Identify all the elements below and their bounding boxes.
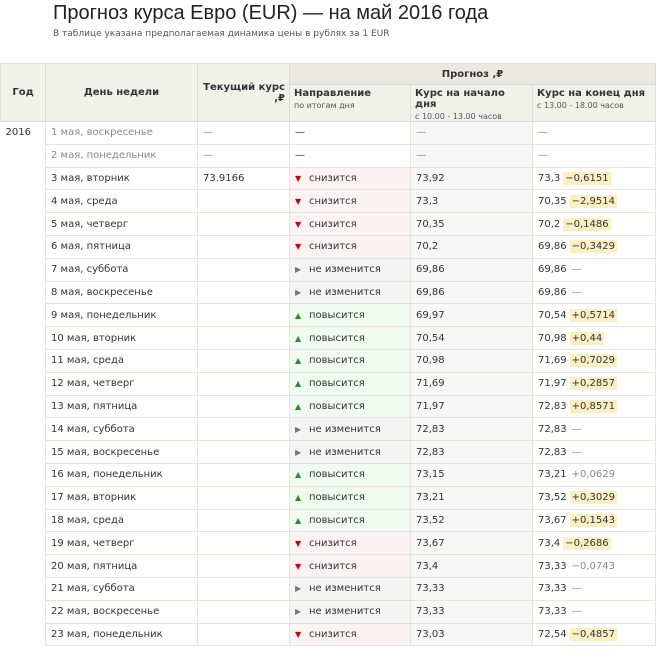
table-row [1, 281, 656, 304]
weekday-cell: 6 мая, пятница [46, 235, 198, 258]
direction-label: снизится [309, 628, 357, 640]
open-rate-cell: 70,2 [411, 235, 533, 258]
direction-label: не изменится [309, 606, 381, 618]
close-rate-cell [533, 235, 656, 258]
direction-cell [290, 509, 411, 532]
current-rate-cell [198, 190, 290, 213]
direction-cell [290, 486, 411, 509]
open-rate-cell: — [411, 122, 533, 145]
direction-cell [290, 441, 411, 464]
close-rate-value: 70,98 [538, 332, 567, 344]
weekday-cell: 12 мая, четверг [46, 372, 198, 395]
direction-cell [290, 463, 411, 486]
close-rate-cell [533, 441, 656, 464]
weekday-cell: 2 мая, понедельник [46, 144, 198, 167]
year-cell: 2016 [1, 122, 46, 646]
open-rate-cell: 73,4 [411, 555, 533, 578]
open-rate-cell: 73,67 [411, 532, 533, 555]
header-open-rate [411, 85, 533, 122]
header-direction-note: по итогам дня [294, 101, 355, 110]
rate-change-value: −0,6151 [565, 172, 609, 184]
weekday-cell: 20 мая, пятница [46, 555, 198, 578]
open-rate-cell: 70,54 [411, 327, 533, 350]
open-rate-cell: 71,69 [411, 372, 533, 395]
triangle-up-icon: ▲ [295, 515, 302, 525]
direction-label: снизится [309, 172, 357, 184]
weekday-cell: 4 мая, среда [46, 190, 198, 213]
weekday-cell: 14 мая, суббота [46, 418, 198, 441]
triangle-up-icon: ▲ [295, 493, 302, 503]
open-rate-cell: 73,3 [411, 190, 533, 213]
close-rate-value: 73,33 [538, 583, 567, 595]
close-rate-value: — [538, 127, 548, 139]
close-rate-value: 72,83 [538, 446, 567, 458]
triangle-right-icon: ▶ [295, 287, 302, 297]
close-rate-value: 72,54 [538, 628, 567, 640]
open-rate-cell: 69,97 [411, 304, 533, 327]
direction-cell [290, 577, 411, 600]
triangle-down-icon: ▼ [295, 242, 302, 252]
table-row [1, 532, 656, 555]
close-rate-cell [533, 213, 656, 236]
table-row [1, 349, 656, 372]
table-row [1, 600, 656, 623]
direction-label: повысится [309, 355, 365, 367]
close-rate-value: 73,33 [538, 560, 567, 572]
current-rate-cell: — [198, 122, 290, 145]
weekday-cell: 16 мая, понедельник [46, 463, 198, 486]
close-rate-cell [533, 555, 656, 578]
close-rate-value: 73,3 [538, 172, 561, 184]
rate-change-value: −2,9514 [571, 195, 616, 207]
direction-label: не изменится [309, 423, 381, 435]
current-rate-cell [198, 509, 290, 532]
close-rate-value: 73,33 [538, 606, 567, 618]
direction-label: — [295, 127, 305, 139]
current-rate-cell [198, 349, 290, 372]
triangle-down-icon: ▼ [295, 196, 302, 206]
rate-change-value: +0,2857 [571, 378, 616, 390]
rate-change-value: +0,7029 [571, 355, 616, 367]
weekday-cell: 23 мая, понедельник [46, 623, 198, 646]
current-rate-cell [198, 463, 290, 486]
close-rate-cell [533, 532, 656, 555]
close-rate-cell [533, 258, 656, 281]
direction-cell [290, 327, 411, 350]
open-rate-cell: 70,98 [411, 349, 533, 372]
triangle-down-icon: ▼ [295, 219, 302, 229]
table-row [1, 372, 656, 395]
weekday-cell: 18 мая, среда [46, 509, 198, 532]
header-close-label: Курс на конец дня [537, 88, 646, 99]
weekday-cell: 9 мая, понедельник [46, 304, 198, 327]
direction-label: повысится [309, 400, 365, 412]
rate-change-value: — [571, 286, 582, 298]
current-rate-cell [198, 281, 290, 304]
close-rate-cell [533, 463, 656, 486]
table-row [1, 122, 656, 145]
weekday-cell: 13 мая, пятница [46, 395, 198, 418]
table-row [1, 190, 656, 213]
current-rate-cell: 73.9166 [198, 167, 290, 190]
direction-cell [290, 555, 411, 578]
rate-change-value: −0,1486 [565, 218, 609, 230]
direction-label: повысится [309, 492, 365, 504]
direction-label: не изменится [309, 286, 381, 298]
direction-label: повысится [309, 332, 365, 344]
header-current-rate: Текущий курс ,₽ [198, 64, 290, 122]
table-row [1, 258, 656, 281]
page-subtitle: В таблице указана предполагаемая динамика цены в рублях за 1 EUR [53, 29, 390, 39]
weekday-cell: 11 мая, среда [46, 349, 198, 372]
direction-cell [290, 623, 411, 646]
direction-label: не изменится [309, 446, 381, 458]
open-rate-cell: 73,33 [411, 600, 533, 623]
open-rate-cell: 72,83 [411, 418, 533, 441]
close-rate-cell [533, 372, 656, 395]
current-rate-cell [198, 441, 290, 464]
direction-cell [290, 213, 411, 236]
triangle-down-icon: ▼ [295, 173, 302, 183]
table-row [1, 441, 656, 464]
close-rate-cell [533, 623, 656, 646]
current-rate-cell [198, 327, 290, 350]
header-forecast: Прогноз ,₽ [290, 64, 656, 85]
header-close-note: с 13.00 - 18.00 часов [537, 101, 624, 110]
table-body [1, 122, 656, 646]
open-rate-cell: 71,97 [411, 395, 533, 418]
close-rate-cell [533, 122, 656, 145]
open-rate-cell: 73,15 [411, 463, 533, 486]
close-rate-value: 73,67 [538, 514, 567, 526]
triangle-up-icon: ▲ [295, 379, 302, 389]
direction-cell [290, 395, 411, 418]
weekday-cell: 7 мая, суббота [46, 258, 198, 281]
header-open-label: Курс на начало дня [415, 88, 505, 110]
current-rate-cell [198, 418, 290, 441]
direction-label: — [295, 150, 305, 162]
weekday-cell: 22 мая, воскресенье [46, 600, 198, 623]
rate-change-value: −0,0743 [571, 560, 616, 572]
forecast-table [0, 63, 656, 646]
close-rate-cell [533, 486, 656, 509]
table-row [1, 395, 656, 418]
open-rate-cell: 73,52 [411, 509, 533, 532]
current-rate-cell [198, 577, 290, 600]
close-rate-value: 70,2 [538, 218, 561, 230]
triangle-up-icon: ▲ [295, 470, 302, 480]
weekday-cell: 21 мая, суббота [46, 577, 198, 600]
triangle-down-icon: ▼ [295, 561, 302, 571]
direction-label: повысится [309, 309, 365, 321]
direction-label: снизится [309, 218, 357, 230]
table-row [1, 167, 656, 190]
weekday-cell: 15 мая, воскресенье [46, 441, 198, 464]
direction-label: повысится [309, 514, 365, 526]
rate-change-value: −0,4857 [571, 628, 616, 640]
triangle-right-icon: ▶ [295, 584, 302, 594]
rate-change-value: +0,3029 [571, 492, 616, 504]
header-direction [290, 85, 411, 122]
close-rate-cell [533, 190, 656, 213]
direction-cell [290, 304, 411, 327]
table-row [1, 486, 656, 509]
close-rate-cell [533, 144, 656, 167]
triangle-down-icon: ▼ [295, 629, 302, 639]
weekday-cell: 10 мая, вторник [46, 327, 198, 350]
open-rate-cell: 73,33 [411, 577, 533, 600]
direction-cell [290, 372, 411, 395]
close-rate-value: 69,86 [538, 264, 567, 276]
table-row [1, 555, 656, 578]
table-row [1, 509, 656, 532]
direction-label: не изменится [309, 583, 381, 595]
close-rate-value: — [538, 150, 548, 162]
current-rate-cell [198, 372, 290, 395]
rate-change-value: — [571, 583, 582, 595]
triangle-right-icon: ▶ [295, 447, 302, 457]
direction-label: снизится [309, 560, 357, 572]
open-rate-cell: 69,86 [411, 281, 533, 304]
weekday-cell: 19 мая, четверг [46, 532, 198, 555]
weekday-cell: 8 мая, воскресенье [46, 281, 198, 304]
current-rate-cell [198, 213, 290, 236]
rate-change-value: +0,1543 [571, 514, 616, 526]
close-rate-value: 69,86 [538, 286, 567, 298]
close-rate-cell [533, 167, 656, 190]
rate-change-value: — [571, 423, 582, 435]
direction-cell [290, 122, 411, 145]
weekday-cell: 17 мая, вторник [46, 486, 198, 509]
current-rate-cell [198, 486, 290, 509]
triangle-up-icon: ▲ [295, 310, 302, 320]
triangle-right-icon: ▶ [295, 607, 302, 617]
triangle-down-icon: ▼ [295, 538, 302, 548]
current-rate-cell [198, 235, 290, 258]
close-rate-value: 71,69 [538, 355, 567, 367]
current-rate-cell [198, 555, 290, 578]
close-rate-cell [533, 509, 656, 532]
direction-cell [290, 600, 411, 623]
open-rate-cell: 73,21 [411, 486, 533, 509]
open-rate-cell: 73,03 [411, 623, 533, 646]
table-row [1, 213, 656, 236]
close-rate-value: 72,83 [538, 423, 567, 435]
triangle-up-icon: ▲ [295, 356, 302, 366]
close-rate-value: 69,86 [538, 241, 567, 253]
close-rate-cell [533, 600, 656, 623]
current-rate-cell [198, 395, 290, 418]
page-title: Прогноз курса Евро (EUR) — на май 2016 года [53, 2, 489, 24]
close-rate-cell [533, 349, 656, 372]
direction-label: повысится [309, 378, 365, 390]
table-row [1, 144, 656, 167]
open-rate-cell: 70,35 [411, 213, 533, 236]
current-rate-cell [198, 600, 290, 623]
open-rate-cell: 73,92 [411, 167, 533, 190]
table-row [1, 463, 656, 486]
close-rate-value: 73,21 [538, 469, 567, 481]
direction-label: снизится [309, 195, 357, 207]
open-rate-cell: — [411, 144, 533, 167]
header-close-rate [533, 85, 656, 122]
header-weekday: День недели [46, 64, 198, 122]
table-row [1, 623, 656, 646]
table-row [1, 577, 656, 600]
weekday-cell: 3 мая, вторник [46, 167, 198, 190]
triangle-right-icon: ▶ [295, 424, 302, 434]
close-rate-value: 70,54 [538, 309, 567, 321]
direction-cell [290, 167, 411, 190]
current-rate-cell: — [198, 144, 290, 167]
header-year: Год [1, 64, 46, 122]
open-rate-cell: 69,86 [411, 258, 533, 281]
direction-label: повысится [309, 469, 365, 481]
direction-cell [290, 281, 411, 304]
close-rate-cell [533, 577, 656, 600]
direction-cell [290, 349, 411, 372]
direction-cell [290, 532, 411, 555]
weekday-cell: 5 мая, четверг [46, 213, 198, 236]
close-rate-value: 73,4 [538, 537, 561, 549]
rate-change-value: +0,0629 [571, 469, 616, 481]
direction-cell [290, 190, 411, 213]
triangle-right-icon: ▶ [295, 265, 302, 275]
close-rate-value: 73,52 [538, 492, 567, 504]
close-rate-cell [533, 304, 656, 327]
direction-label: не изменится [309, 264, 381, 276]
direction-label: снизится [309, 537, 357, 549]
weekday-cell: 1 мая, воскресенье [46, 122, 198, 145]
direction-label: снизится [309, 241, 357, 253]
current-rate-cell [198, 532, 290, 555]
table-row [1, 418, 656, 441]
triangle-up-icon: ▲ [295, 401, 302, 411]
direction-cell [290, 235, 411, 258]
rate-change-value: −0,3429 [571, 241, 616, 253]
rate-change-value: — [571, 606, 582, 618]
close-rate-value: 71,97 [538, 378, 567, 390]
open-rate-cell: 72,83 [411, 441, 533, 464]
rate-change-value: — [571, 264, 582, 276]
current-rate-cell [198, 304, 290, 327]
direction-cell [290, 144, 411, 167]
close-rate-cell [533, 281, 656, 304]
rate-change-value: — [571, 446, 582, 458]
triangle-up-icon: ▲ [295, 333, 302, 343]
rate-change-value: +0,8571 [571, 400, 616, 412]
close-rate-cell [533, 327, 656, 350]
close-rate-cell [533, 395, 656, 418]
close-rate-value: 70,35 [538, 195, 567, 207]
table-row [1, 304, 656, 327]
rate-change-value: +0,44 [571, 332, 603, 344]
close-rate-cell [533, 418, 656, 441]
rate-change-value: −0,2686 [565, 537, 609, 549]
direction-cell [290, 258, 411, 281]
header-open-note: с 10.00 - 13.00 часов [415, 112, 502, 121]
close-rate-value: 72,83 [538, 400, 567, 412]
table-row [1, 327, 656, 350]
header-direction-label: Направление [294, 88, 372, 99]
direction-cell [290, 418, 411, 441]
rate-change-value: +0,5714 [571, 309, 616, 321]
current-rate-cell [198, 258, 290, 281]
table-row [1, 235, 656, 258]
current-rate-cell [198, 623, 290, 646]
